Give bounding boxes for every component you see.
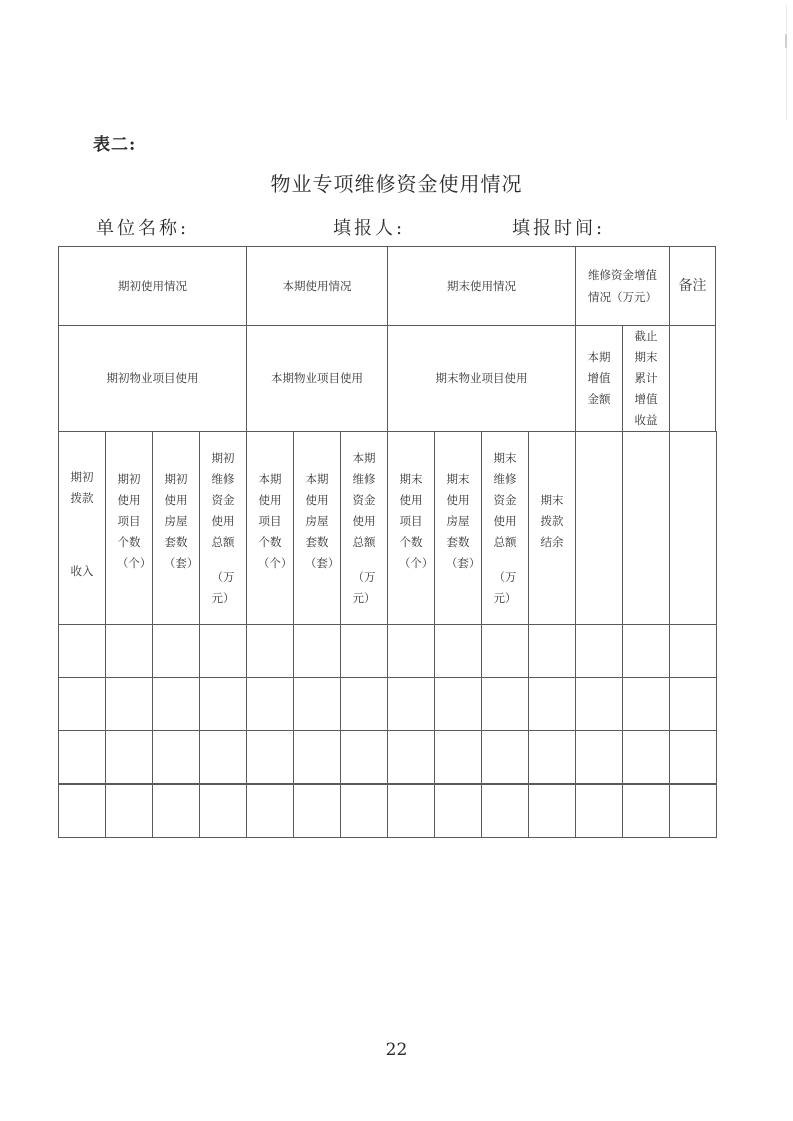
header-current-project-usage-text: 本期物业项目使用: [271, 371, 363, 385]
column-header-title: 期末使用项目个数（个）: [398, 471, 434, 570]
column-header-7: [340, 431, 388, 625]
column-header-title: 期初使用房屋套数（套）: [163, 471, 199, 570]
table-cell[interactable]: [669, 730, 717, 784]
unit-name-label: 单位名称:: [96, 218, 190, 239]
column-header-2: [105, 431, 153, 625]
table-cell[interactable]: [481, 784, 529, 838]
header-remarks-text: 备注: [678, 277, 707, 294]
column-header-title: 本期维修资金使用总额: [352, 450, 376, 549]
table-cell[interactable]: [528, 784, 576, 838]
table-cell[interactable]: [387, 730, 435, 784]
table-cell[interactable]: [340, 784, 388, 838]
column-header-10: [481, 431, 529, 625]
table-cell[interactable]: [575, 784, 623, 838]
table-cell[interactable]: [434, 677, 482, 731]
table-cell[interactable]: [152, 730, 200, 784]
table-cell[interactable]: [669, 784, 717, 838]
table-cell[interactable]: [622, 784, 670, 838]
table-cell[interactable]: [481, 677, 529, 731]
table-cell[interactable]: [434, 784, 482, 838]
column-header-5: [246, 431, 294, 625]
table-cell[interactable]: [199, 784, 247, 838]
header-current-appreciation-amount-text: 本期增值金额: [587, 350, 611, 406]
header-opening-usage: [58, 246, 247, 326]
column-header-title: 期初使用项目个数（个）: [116, 471, 152, 570]
column-header-unit: （万元）: [493, 569, 517, 605]
header-opening-project-usage: [58, 325, 247, 432]
header-closing-usage-text: 期末使用情况: [447, 278, 516, 293]
column-header-3: [152, 431, 200, 625]
header-appreciation-text: 维修资金增值情况（万元）: [588, 268, 657, 304]
page-edge-mark-dark: [785, 34, 787, 48]
column-header-6: [293, 431, 341, 625]
table-cell[interactable]: [58, 730, 106, 784]
header-cumulative-appreciation-income: [622, 325, 670, 432]
table-cell[interactable]: [434, 730, 482, 784]
table-cell[interactable]: [434, 624, 482, 678]
column-header-unit: 收入: [70, 563, 94, 578]
table-cell[interactable]: [387, 677, 435, 731]
filler-label: 填报人:: [333, 218, 406, 239]
column-header-title: 期末拨款结余: [540, 492, 564, 549]
table-cell[interactable]: [575, 624, 623, 678]
column-header-4: [199, 431, 247, 625]
table-cell[interactable]: [387, 624, 435, 678]
table-cell[interactable]: [622, 730, 670, 784]
table-cell[interactable]: [58, 784, 106, 838]
header-appreciation: [575, 246, 670, 326]
table-cell[interactable]: [528, 677, 576, 731]
header-closing-project-usage: [387, 325, 576, 432]
page-number: 22: [385, 1040, 408, 1060]
table-cell[interactable]: [199, 677, 247, 731]
table-cell[interactable]: [293, 730, 341, 784]
column-header-12: [575, 431, 623, 625]
column-header-unit: （万元）: [211, 569, 235, 605]
table-cell[interactable]: [152, 784, 200, 838]
table-cell[interactable]: [575, 677, 623, 731]
header-current-project-usage: [246, 325, 388, 432]
column-header-title: 本期使用项目个数（个）: [257, 471, 293, 570]
table-cell[interactable]: [246, 784, 294, 838]
column-header-8: [387, 431, 435, 625]
table-cell[interactable]: [246, 677, 294, 731]
table-cell[interactable]: [340, 677, 388, 731]
table-cell[interactable]: [528, 624, 576, 678]
header-closing-usage: [387, 246, 576, 326]
document-title: 物业专项维修资金使用情况: [270, 172, 523, 196]
table-cell[interactable]: [199, 730, 247, 784]
column-header-title: 本期使用房屋套数（套）: [304, 471, 340, 570]
table-cell[interactable]: [669, 677, 717, 731]
column-header-13: [622, 431, 670, 625]
table-cell[interactable]: [246, 624, 294, 678]
header-remarks: [669, 246, 716, 326]
table-cell[interactable]: [293, 624, 341, 678]
table-cell[interactable]: [669, 624, 717, 678]
table-cell[interactable]: [622, 624, 670, 678]
column-header-14: [669, 431, 717, 625]
table-cell[interactable]: [105, 784, 153, 838]
header-cumulative-appreciation-income-text: 截止期末累计增值收益: [634, 329, 658, 427]
table-cell[interactable]: [575, 730, 623, 784]
column-header-title: 期末使用房屋套数（套）: [445, 471, 481, 570]
table-cell[interactable]: [528, 730, 576, 784]
table-cell[interactable]: [58, 624, 106, 678]
column-header-title: 期末维修资金使用总额: [493, 450, 517, 549]
column-header-11: [528, 431, 576, 625]
header-current-usage-text: 本期使用情况: [282, 278, 352, 293]
table-cell[interactable]: [105, 730, 153, 784]
table-cell[interactable]: [199, 624, 247, 678]
table-cell[interactable]: [340, 624, 388, 678]
column-header-title: 期初拨款: [70, 469, 94, 505]
header-closing-project-usage-text: 期末物业项目使用: [435, 371, 528, 385]
column-header-9: [434, 431, 482, 625]
table-label: 表二:: [93, 135, 137, 155]
header-opening-usage-text: 期初使用情况: [118, 278, 187, 293]
page-edge-mark: [786, 4, 787, 120]
column-header-unit: （万元）: [352, 569, 376, 605]
table-cell[interactable]: [481, 624, 529, 678]
header-opening-project-usage-text: 期初物业项目使用: [106, 371, 199, 385]
table-cell[interactable]: [105, 677, 153, 731]
table-cell[interactable]: [340, 730, 388, 784]
table-cell[interactable]: [293, 784, 341, 838]
table-cell[interactable]: [387, 784, 435, 838]
table-cell[interactable]: [622, 677, 670, 731]
column-header-1: [58, 431, 106, 625]
table-cell[interactable]: [481, 730, 529, 784]
table-cell[interactable]: [293, 677, 341, 731]
table-cell[interactable]: [152, 624, 200, 678]
table-cell[interactable]: [58, 677, 106, 731]
column-header-title: 期初维修资金使用总额: [211, 450, 235, 549]
header-current-appreciation-amount: [575, 325, 623, 432]
table-cell[interactable]: [152, 677, 200, 731]
header-current-usage: [246, 246, 388, 326]
table-cell[interactable]: [105, 624, 153, 678]
fill-time-label: 填报时间:: [512, 218, 606, 239]
table-cell[interactable]: [246, 730, 294, 784]
header-remarks-blank: [669, 325, 716, 432]
